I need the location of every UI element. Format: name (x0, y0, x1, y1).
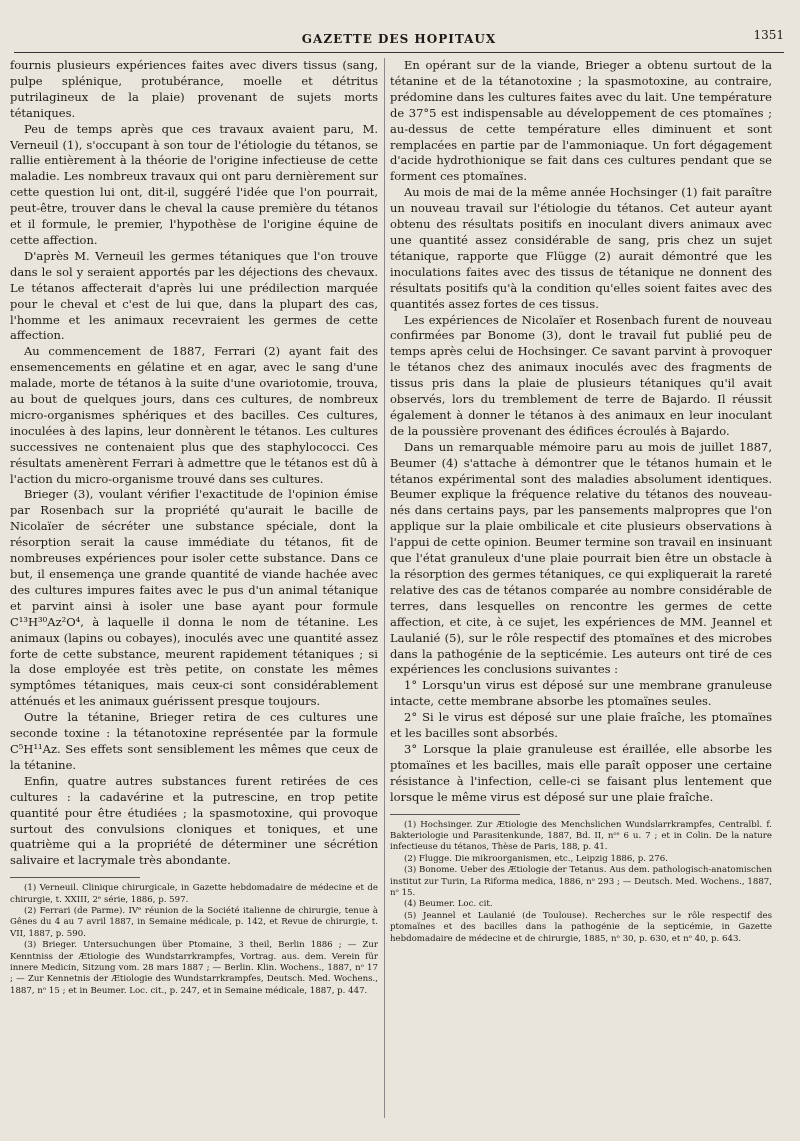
left-column (10, 58, 378, 997)
paragraph: Enfin, quatre autres substances furent retirées de ces cultures : la cadavérine et la putrescine, en trop petite quantité pour être étudiées ; la spasmotoxine, qui provoque surtout des convulsions cloniques et toniques, et une quatrième qui a la propriété de déterminer une sécrétion salivaire et lacrymale très abondante. (10, 773, 378, 868)
paragraph: Au mois de mai de la même année Hochsinger (1) fait paraître un nouveau travail sur l'étiologie du tétanos. Cet auteur ayant obtenu des résultats positifs en inoculant divers animaux avec une quantité assez considérable de sang, pris chez un sujet tétanique, rapporte que Flügge (2) aurait démontré que les inoculations faites avec des tissus de tétanique ne donnent des résultats positifs qu'à la condition qu'elles soient faites avec des quantités assez fortes de ces tissus. (390, 185, 772, 311)
footnote: (3) Bonome. Ueber des Ætiologie der Tetanus. Aus dem. pathologisch-anatomischen institut zur Turin, La Riforma medica, 1886, nᵒ 293 ; — Deutsch. Med. Wochens., 1887, nᵒ 15. (390, 865, 772, 899)
paragraph: fournis plusieurs expériences faites avec divers tissus (sang, pulpe splénique, protubérance, moelle et détritus putrilagineux de la plaie) provenant de sujets morts tétaniques. (10, 58, 378, 120)
paragraph: Peu de temps après que ces travaux avaient paru, M. Verneuil (1), s'occupant à son tour de l'étiologie du tétanos, se rallie entièrement à la théorie de l'origine infectieuse de cette maladie. Les nombreux travaux qui ont paru dernièrement sur cette question lui ont, dit-il, suggéré l'idée que l'on pourrait, peut-être, trouver dans le cheval la cause première du tétanos et il formule, le premier, l'hypothèse de l'origine équine de cette affection. (10, 121, 378, 247)
header-rule (14, 52, 784, 53)
paragraph: Au commencement de 1887, Ferrari (2) ayant fait des ensemencements en gélatine et en agar, avec le sang d'une malade, morte de tétanos à la suite d'une ovariotomie, trouva, au bout de quelques jours, dans ces cultures, de nombreux micro-organismes sphériques et des bacilles. Ces cultures, inoculées à des lapins, leur donnèrent le tétanos. Les cultures successives ne contenaient plus que des staphylococci. Ces résultats amenèrent Ferrari à admettre que le tétanos est dû à l'action du micro-organisme trouvé dans ses cultures. (10, 344, 378, 486)
footnote: (4) Beumer. Loc. cit. (404, 899, 493, 910)
footnote: (5) Jeannel et Laulanié (de Toulouse). Recherches sur le rôle respectif des ptomaïnes et des bacilles dans la pathogénie de la septicémie, in Gazette hebdomadaire de médecine et de chirurgie, 1885, nᵒ 30, p. 630, et nᵒ 40, p. 643. (390, 910, 772, 944)
paragraph: Les expériences de Nicolaïer et Rosenbach furent de nouveau confirmées par Bonome (3), dont le travail fut publié peu de temps après celui de Hochsinger. Ce savant parvint à provoquer le tétanos chez des animaux inoculés avec des fragments de tissus pris dans la plaie de plusieurs tétaniques qu'il avait observés, lors du tremblement de terre de Bajardo. Il réussit également à donner le tétanos à des animaux en leur inoculant de la poussière provenant des édifices écroulés à Bajardo. (390, 312, 772, 438)
conclusion-item: 1° Lorsqu'un virus est déposé sur une membrane granuleuse intacte, cette membrane absorbe les ptomaïnes seules. (390, 678, 772, 709)
conclusion-item: 3° Lorsque la plaie granuleuse est éraillée, elle absorbe les ptomaïnes et les bacilles, mais elle paraît opposer une certaine résistance à l'infection, celle-ci se faisant plus lentement que lorsque le même virus est déposé sur une plaie fraîche. (390, 741, 772, 804)
paragraph: Brieger (3), voulant vérifier l'exactitude de l'opinion émise par Rosenbach sur la propriété qu'aurait le bacille de Nicolaïer de sécréter une substance spéciale, dont la résorption serait la cause immédiate du tétanos, fit de nombreuses expériences pour isoler cette substance. Dans ce but, il ensemença une grande quantité de viande hachée avec des cultures impures faites avec le pus d'un animal tétanique et parvint ainsi à isoler une base ayant pour formule C¹³H³⁰Az²O⁴, à laquelle il donna le nom de tétanine. Les animaux (lapins ou cobayes), inoculés avec une quantité assez forte de cette substance, meurent rapidement tétaniques ; si la dose employée est très petite, on constate les mêmes symptômes tétaniques, mais ceux-ci sont considérablement atténués et les animaux guérissent presque toujours. (10, 487, 378, 709)
conclusion-item: 2° Si le virus est déposé sur une plaie fraîche, les ptomaïnes et les bacilles sont absorbés. (390, 710, 772, 741)
paragraph: Outre la tétanine, Brieger retira de ces cultures une seconde toxine : la tétanotoxine représentée par la formule C⁵H¹¹Az. Ses effets sont sensiblement les mêmes que ceux de la tétanine. (10, 710, 378, 772)
paragraph: Dans un remarquable mémoire paru au mois de juillet 1887, Beumer (4) s'attache à démontrer que le tétanos humain et le tétanos expérimental sont des maladies absolument identiques. Beumer explique la fréquence relative du tétanos des nouveau-nés dans certains pays, par les pansements malpropres que l'on applique sur la plaie ombilicale et cite plusieurs observations à l'appui de cette opinion. Beumer termine son travail en insinuant que l'état granuleux d'une plaie pourrait bien être un obstacle à la résorption des germes tétaniques, ce qui expliquerait la rareté relative des cas de tétanos comparée au nombre considérable de terres, dans lesquelles on rencontre les germes de cette affection, et cite, à ce sujet, les expériences de MM. Jeannel et Laulanié (5), sur le rôle respectif des ptomaïnes et des microbes dans la pathogénie de la septicémie. Les auteurs ont tiré de ces expériences les conclusions suivantes : (390, 439, 772, 677)
right-column (390, 58, 772, 945)
journal-title: GAZETTE DES HOPITAUX (301, 32, 497, 46)
footnote-separator (390, 814, 520, 815)
footnote: (1) Hochsinger. Zur Ætiologie des Menchslichen Wundslarrkrampfes, Centralbl. f. Bakteriologie und Parasitenkunde, 1887, Bd. II, nᵒˢ 6 u. 7 ; et in Colin. De la nature infectieuse du tétanos, Thèse de Paris, 188, p. 41. (390, 819, 772, 853)
footnote: (1) Verneuil. Clinique chirurgicale, in Gazette hebdomadaire de médecine et de chirurgie, t. XXIII, 2ᵉ série, 1886, p. 597. (10, 883, 378, 905)
paragraph: En opérant sur de la viande, Brieger a obtenu surtout de la tétanine et de la tétanotoxine ; la spasmotoxine, au contraire, prédomine dans les cultures faites avec du lait. Une température de 37°5 est indispensable au développement de ces ptomaïnes ; au-dessus de cette température elles diminuent et sont remplacées en partie par de l'ammoniaque. Un fort dégagement d'acide hydrothionique se fait dans ces cultures pendant que se forment ces ptomaïnes. (390, 58, 772, 184)
footnote: (2) Ferrari (de Parme). IVᵉ réunion de la Société italienne de chirurgie, tenue à Gênes du 4 au 7 avril 1887, in Semaine médicale, p. 142, et Revue de chirurgie, t. VII, 1887, p. 590. (10, 906, 378, 939)
footnote: (2) Flugge. Die mikroorganismen, etc., Leipzig 1886, p. 276. (404, 853, 668, 864)
column-divider (384, 58, 385, 1118)
footnote: (3) Brieger. Untersuchungen über Ptomaine, 3 theil, Berlin 1886 ; — Zur Kenntniss der Ætiologie des Wundstarrkrampfes, Vortrag. aus. dem. Verein für innere Medicin, Sitzung vom. 28 mars 1887 ; — Berlin. Klin. Wochens., 1887, nᵒ 17 ; — Zur Kennetnis der Ætiologie des Wundstarrkrampfes, Deutsch. Med. Wochens., 1887, nᵒ 15 ; et in Beumer. Loc. cit., p. 247, et in Semaine médicale, 1887, p. 447. (10, 940, 378, 996)
page-header (14, 28, 784, 48)
footnote-separator (10, 877, 140, 878)
paragraph: D'après M. Verneuil les germes tétaniques que l'on trouve dans le sol y seraient apportés par les déjections des chevaux. Le tétanos affecterait d'après lui une prédilection marquée pour le cheval et c'est de lui que, dans la plupart des cas, l'homme et les animaux recevraient les germes de cette affection. (10, 248, 378, 343)
page-number: 1351 (753, 28, 784, 42)
